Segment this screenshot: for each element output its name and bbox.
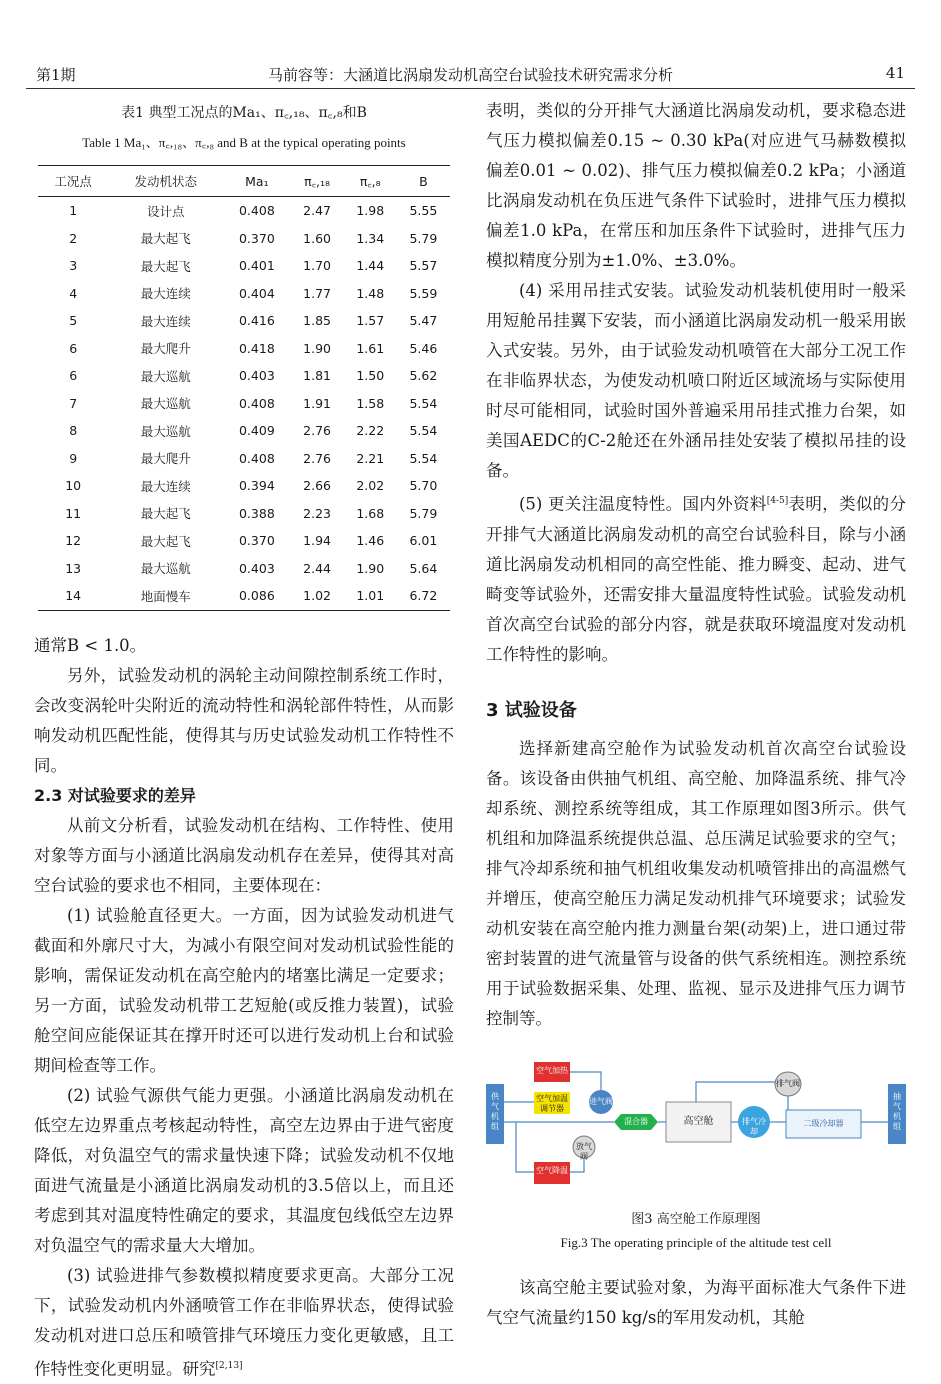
table-row: [38, 307, 450, 335]
table-cell: 6: [38, 335, 108, 363]
table-cell: 1.60: [291, 225, 344, 253]
bleed-valve-label: 放气阀: [573, 1142, 595, 1162]
citation: [2,13]: [216, 1361, 243, 1371]
citation: [4-5]: [767, 496, 789, 506]
table-cell: 2.76: [291, 445, 344, 473]
table-cell: 1.50: [344, 362, 397, 390]
table-cell: 0.408: [223, 197, 290, 225]
table-cell: 0.408: [223, 390, 290, 418]
paragraph: 选择新建高空舱作为试验发动机首次高空台试验设备。该设备由供抽气机组、高空舱、加降温系统、排气冷却系统、测控系统等组成，其工作原理如图3所示。供气机组和加降温系统提供总温、总压满足试验要求的空气；排气冷却系统和抽气机组收集发动机喷管排出的高温燃气并增压，使高空舱压力满足发动机排气环境要求；试验发动机安装在高空舱内推力测量台架(动架)上，进口通过带密封装置的进气流量管与设备的供气系统相连。测控系统用于试验数据采集、处理、监视、显示及进排气压力调节控制等。: [486, 734, 906, 1034]
table-cell: 8: [38, 417, 108, 445]
paragraph: (2) 试验气源供气能力更强。小涵道比涡扇发动机在低空左边界重点考核起动特性，高空左边界由于进气密度降低，对负温空气的需求量快速下降；试验发动机不仅地面进气流量是小涵道比涡扇发动机的3.5倍以上，而且还考虑到其对温度特性确定的要求，其温度包线低空左边界对负温空气的需求量大大增加。: [34, 1081, 454, 1261]
table-cell: 1.46: [344, 527, 397, 555]
table-cell: 0.388: [223, 500, 290, 528]
table-cell: 1.90: [344, 555, 397, 583]
section-heading: 2.3 对试验要求的差异: [34, 781, 454, 811]
table-row: [38, 252, 450, 280]
table-cell: 0.370: [223, 527, 290, 555]
heater-label: 空气加热: [534, 1066, 570, 1076]
table-cell: 2.66: [291, 472, 344, 500]
table-cell: 0.403: [223, 362, 290, 390]
table-cell: 1.61: [344, 335, 397, 363]
section-heading: 3 试验设备: [486, 696, 906, 722]
table-cell: 1.94: [291, 527, 344, 555]
paragraph-text: 表明，类似的分开排气大涵道比涡扇发动机的高空台试验科目，除与小涵道比涡扇发动机相同的高空性能、推力瞬变、起动、进气畸变等试验外，还需安排大量温度特性试验。试验发动机首次高空台试验的部分内容，就是获取环境温度对发动机工作特性的影响。: [486, 495, 906, 664]
paragraph: 从前文分析看，试验发动机在结构、工作特性、使用对象等方面与小涵道比涡扇发动机存在差异，使得其对高空台试验的要求也不相同，主要体现在：: [34, 811, 454, 901]
table-cell: 0.416: [223, 307, 290, 335]
table-cell: 0.086: [223, 582, 290, 610]
left-column: [34, 96, 454, 1384]
table-cell: 2.21: [344, 445, 397, 473]
table-cell: 最大巡航: [108, 390, 223, 418]
table-cell: 地面慢车: [108, 582, 223, 610]
table-cell: 1.68: [344, 500, 397, 528]
table-cell: 5.70: [397, 472, 450, 500]
table-cell: 2.22: [344, 417, 397, 445]
table-cell: 2.23: [291, 500, 344, 528]
figure-3-diagram: [486, 1062, 906, 1202]
table-cell: 2.76: [291, 417, 344, 445]
table-cell: 5.54: [397, 390, 450, 418]
table-cell: 1.01: [344, 582, 397, 610]
paragraph: [34, 1261, 454, 1384]
paragraph: 该高空舱主要试验对象，为海平面标准大气条件下进气空气流量约150 kg/s的军用发动机，其舱: [486, 1273, 906, 1333]
table-cell: 最大连续: [108, 472, 223, 500]
table-cell: 1.70: [291, 252, 344, 280]
table-cell: 5.59: [397, 280, 450, 308]
table-caption-en: Table 1 Ma₁、π꜀,₁₈、π꜀,₈ and B at the typical operating points: [34, 132, 454, 151]
table-cell: 7: [38, 390, 108, 418]
table-cell: 2.44: [291, 555, 344, 583]
table-row: [38, 417, 450, 445]
table-cell: 5.62: [397, 362, 450, 390]
table-row: [38, 527, 450, 555]
col-header: π꜀,₈: [344, 166, 397, 197]
table-cell: 最大巡航: [108, 417, 223, 445]
page-number: 41: [886, 64, 905, 82]
table-cell: 最大巡航: [108, 362, 223, 390]
table-cell: 5.79: [397, 500, 450, 528]
table-cell: 0.403: [223, 555, 290, 583]
issue-label: 第1期: [36, 64, 76, 85]
paragraph-text: (3) 试验进排气参数模拟精度要求更高。大部分工况下，试验发动机内外涵喷管工作在非临界状态，使得试验发动机对进口总压和喷管排气环境压力变化更敏感，且工作特性变化更明显。研究: [34, 1266, 454, 1379]
table-cell: 5: [38, 307, 108, 335]
exhaust-cooler-label: 排气冷却: [740, 1117, 768, 1137]
table-cell: 0.404: [223, 280, 290, 308]
table-cell: 5.57: [397, 252, 450, 280]
table-cell: 14: [38, 582, 108, 610]
table-cell: 0.408: [223, 445, 290, 473]
table-body: [38, 197, 450, 611]
test-cell-label: 高空舱: [666, 1117, 731, 1127]
figure-caption-cn: 图3 高空舱工作原理图: [486, 1208, 906, 1227]
table-cell: 0.394: [223, 472, 290, 500]
table-cell: 5.47: [397, 307, 450, 335]
table-cell: 最大连续: [108, 280, 223, 308]
table-row: [38, 445, 450, 473]
table-cell: 5.46: [397, 335, 450, 363]
table-cell: 最大起飞: [108, 500, 223, 528]
figure-caption-en: Fig.3 The operating principle of the altitude test cell: [486, 1235, 906, 1251]
table-cell: 11: [38, 500, 108, 528]
table-row: [38, 390, 450, 418]
table-row: [38, 500, 450, 528]
table-cell: 最大连续: [108, 307, 223, 335]
table-row: [38, 555, 450, 583]
table-cell: 5.54: [397, 417, 450, 445]
table-cell: 1.34: [344, 225, 397, 253]
regulator-label: 空气加温调节器: [534, 1094, 570, 1114]
paragraph: 另外，试验发动机的涡轮主动间隙控制系统工作时，会改变涡轮叶尖附近的流动特性和涡轮部件特性，从而影响发动机匹配性能，使得其与历史试验发动机工作特性不同。: [34, 661, 454, 781]
mixer-label: 混合器: [620, 1117, 652, 1127]
table-cell: 0.370: [223, 225, 290, 253]
table-cell: 2.47: [291, 197, 344, 225]
col-header: π꜀,₁₈: [291, 166, 344, 197]
table-cell: 1.90: [291, 335, 344, 363]
table-caption-cn: 表1 典型工况点的Ma₁、π꜀,₁₈、π꜀,₈和B: [34, 102, 454, 122]
table-cell: 9: [38, 445, 108, 473]
table-row: [38, 280, 450, 308]
paragraph: (4) 采用吊挂式安装。试验发动机装机使用时一般采用短舱吊挂翼下安装，而小涵道比涡扇发动机一般采用嵌入式安装。另外，由于试验发动机喷管在大部分工况工作在非临界状态，为使发动机喷口附近区域流场与实际使用时尽可能相同，试验时国外普遍采用吊挂式推力台架，如美国AEDC的C-2舱还在外涵吊挂处安装了模拟吊挂的设备。: [486, 276, 906, 486]
table-cell: 1.48: [344, 280, 397, 308]
table-row: [38, 197, 450, 225]
diagram-svg: [486, 1062, 906, 1202]
table-cell: 2.02: [344, 472, 397, 500]
table-cell: 3: [38, 252, 108, 280]
table-cell: 最大起飞: [108, 527, 223, 555]
table-cell: 1.44: [344, 252, 397, 280]
table-cell: 6: [38, 362, 108, 390]
paragraph: [486, 486, 906, 670]
col-header: 工况点: [38, 166, 108, 197]
table-cell: 0.409: [223, 417, 290, 445]
table-cell: 5.64: [397, 555, 450, 583]
table-cell: 最大爬升: [108, 445, 223, 473]
paragraph: 通常B < 1.0。: [34, 631, 454, 661]
table-cell: 5.54: [397, 445, 450, 473]
table-row: [38, 582, 450, 610]
right-column: [486, 96, 906, 1333]
exhaust-valve-label: 排气阀: [775, 1079, 801, 1089]
table-cell: 12: [38, 527, 108, 555]
paragraph: (1) 试验舱直径更大。一方面，因为试验发动机进气截面和外廓尺寸大，为减小有限空间对发动机试验性能的影响，需保证发动机在高空舱内的堵塞比满足一定要求；另一方面，试验发动机带工艺短舱(或反推力装置)，试验舱空间应能保证其在撑开时还可以进行发动机上台和试验期间检查等工作。: [34, 901, 454, 1081]
running-title: 马前容等：大涵道比涡扇发动机高空台试验技术研究需求分析: [26, 64, 915, 85]
cooler-label: 空气降温: [534, 1166, 570, 1176]
table-cell: 最大起飞: [108, 252, 223, 280]
exhaust-label: 抽气机组: [890, 1092, 904, 1132]
paragraph: 表明，类似的分开排气大涵道比涡扇发动机，要求稳态进气压力模拟偏差0.15 ~ 0.30 kPa(对应进气马赫数模拟偏差0.01 ~ 0.02)、排气压力模拟偏差0.2 kPa；小涵道比涡扇发动机在负压进气条件下试验时，进排气压力模拟偏差1.0 kPa，在常压和加压条件下试验时，进排气压力模拟精度分别为±1.0%、±3.0%。: [486, 96, 906, 276]
table-cell: 0.418: [223, 335, 290, 363]
intake-valve-label: 进气阀: [589, 1097, 613, 1107]
table-cell: 最大巡航: [108, 555, 223, 583]
col-header: 发动机状态: [108, 166, 223, 197]
table-cell: 6.01: [397, 527, 450, 555]
paragraph-text: (5) 更关注温度特性。国内外资料: [519, 495, 767, 514]
operating-points-table: [38, 165, 450, 611]
table-cell: 1.77: [291, 280, 344, 308]
table-cell: 6.72: [397, 582, 450, 610]
table-header-row: [38, 166, 450, 197]
table-cell: 1.58: [344, 390, 397, 418]
table-cell: 0.401: [223, 252, 290, 280]
table-cell: 设计点: [108, 197, 223, 225]
secondary-cooler-label: 二级冷却器: [786, 1119, 861, 1129]
table-cell: 1: [38, 197, 108, 225]
table-cell: 5.55: [397, 197, 450, 225]
table-row: [38, 225, 450, 253]
table-cell: 10: [38, 472, 108, 500]
table-cell: 4: [38, 280, 108, 308]
table-cell: 1.91: [291, 390, 344, 418]
table-row: [38, 472, 450, 500]
table-row: [38, 362, 450, 390]
table-cell: 1.57: [344, 307, 397, 335]
table-cell: 1.02: [291, 582, 344, 610]
table-row: [38, 335, 450, 363]
table-cell: 1.81: [291, 362, 344, 390]
supply-label: 供气机组: [488, 1092, 502, 1132]
table-cell: 1.85: [291, 307, 344, 335]
table-cell: 5.79: [397, 225, 450, 253]
col-header: Ma₁: [223, 166, 290, 197]
table-cell: 13: [38, 555, 108, 583]
table-cell: 2: [38, 225, 108, 253]
col-header: B: [397, 166, 450, 197]
table-cell: 最大起飞: [108, 225, 223, 253]
page-header: [26, 62, 915, 89]
table-cell: 最大爬升: [108, 335, 223, 363]
table-cell: 1.98: [344, 197, 397, 225]
